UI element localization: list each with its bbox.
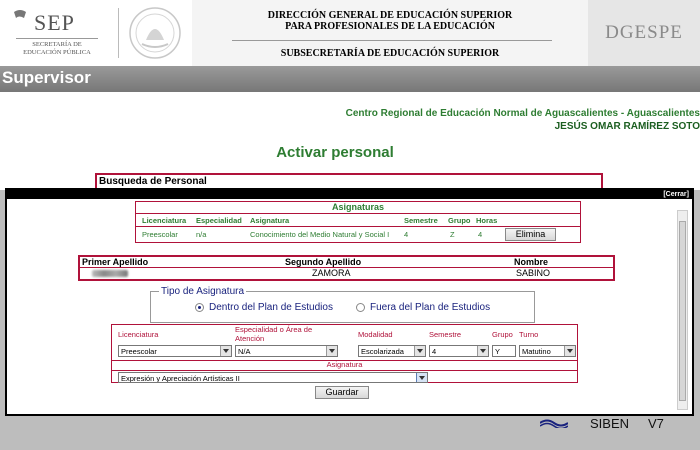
header-divider bbox=[118, 8, 119, 58]
subsecretaria: SUBSECRETARÍA DE EDUCACIÓN SUPERIOR bbox=[280, 48, 500, 59]
busqueda-personal-box: Busqueda de Personal bbox=[95, 173, 603, 190]
col-especialidad: Especialidad bbox=[196, 216, 242, 225]
radio-fuera-plan-label[interactable]: Fuera del Plan de Estudios bbox=[370, 302, 491, 313]
col-grupo: Grupo bbox=[448, 216, 471, 225]
redacted-primer-apellido bbox=[92, 270, 128, 277]
segundo-apellido-value: ZAMORA bbox=[312, 268, 351, 278]
role-bar: Supervisor bbox=[0, 66, 700, 92]
main-content bbox=[0, 92, 700, 190]
label-asignatura: Asignatura bbox=[326, 360, 363, 369]
asignaturas-table bbox=[135, 201, 581, 243]
label-turno: Turno bbox=[519, 330, 539, 339]
semestre-select[interactable]: 4 bbox=[429, 345, 489, 357]
scrollbar-thumb[interactable] bbox=[679, 221, 686, 401]
header-title-block bbox=[192, 0, 588, 66]
direccion-general: DIRECCIÓN GENERAL DE EDUCACIÓN SUPERIOR PARA PROFESIONALES DE LA EDUCACIÓN bbox=[267, 10, 513, 32]
col-horas: Horas bbox=[476, 216, 498, 225]
nombre-value: SABINO bbox=[516, 268, 551, 278]
asignatura-modal bbox=[5, 188, 694, 416]
cell-licenciatura: Preescolar bbox=[142, 230, 178, 239]
asignaturas-title: Asignaturas bbox=[136, 202, 580, 214]
chevron-down-icon bbox=[326, 346, 337, 356]
chevron-down-icon bbox=[414, 346, 425, 356]
asignatura-form bbox=[111, 324, 578, 383]
cell-grupo: Z bbox=[450, 230, 455, 239]
guardar-button[interactable]: Guardar bbox=[315, 386, 369, 399]
close-button[interactable]: [Cerrar] bbox=[663, 191, 689, 198]
radio-dentro-plan-label[interactable]: Dentro del Plan de Estudios bbox=[209, 302, 333, 313]
user-name: JESÚS OMAR RAMÍREZ SOTO bbox=[554, 121, 700, 132]
chevron-down-icon bbox=[416, 373, 427, 382]
turno-select[interactable]: Matutino bbox=[519, 345, 576, 357]
label-modalidad: Modalidad bbox=[358, 330, 393, 339]
especialidad-select[interactable]: N/A bbox=[235, 345, 338, 357]
modal-titlebar bbox=[7, 190, 692, 199]
label-especialidad: Especialidad o Área de Atención bbox=[235, 325, 313, 343]
chevron-down-icon bbox=[564, 346, 575, 356]
asignatura-select[interactable]: Expresión y Apreciación Artísticas II bbox=[118, 372, 428, 383]
tipo-asignatura-group bbox=[150, 286, 535, 323]
elimina-button[interactable]: Elimina bbox=[505, 228, 556, 241]
siben-footer bbox=[540, 414, 690, 432]
table-divider bbox=[136, 226, 580, 227]
mexico-emblem-icon bbox=[122, 4, 188, 62]
chevron-down-icon bbox=[220, 346, 231, 356]
col-primer-apellido: Primer Apellido bbox=[82, 257, 149, 267]
col-segundo-apellido: Segundo Apellido bbox=[285, 257, 362, 267]
page-header bbox=[0, 0, 700, 66]
header-separator bbox=[232, 40, 552, 41]
sep-logo-text: SEP bbox=[34, 10, 75, 35]
siben-brand: SIBEN bbox=[590, 416, 630, 431]
persona-table bbox=[78, 255, 615, 281]
label-semestre: Semestre bbox=[429, 330, 462, 339]
label-grupo: Grupo bbox=[492, 330, 513, 339]
siben-logo-icon bbox=[540, 418, 568, 428]
cell-especialidad: n/a bbox=[196, 230, 207, 239]
cell-horas-inline: 4 bbox=[404, 230, 409, 239]
modalidad-select[interactable]: Escolarizada bbox=[358, 345, 426, 357]
chevron-down-icon bbox=[477, 346, 488, 356]
page-title: Activar personal bbox=[276, 144, 394, 161]
grupo-input[interactable]: Y bbox=[492, 345, 516, 357]
cell-asignatura: Conocimiento del Medio Natural y Social I bbox=[250, 230, 390, 239]
form-divider bbox=[112, 370, 577, 371]
col-licenciatura: Licenciatura bbox=[142, 216, 187, 225]
col-semestre: Semestre bbox=[404, 216, 438, 225]
sep-subtitle: SECRETARÍA DE EDUCACIÓN PÚBLICA bbox=[16, 38, 98, 57]
modal-scrollbar[interactable] bbox=[677, 210, 688, 410]
siben-version: V7 bbox=[648, 416, 664, 431]
radio-dentro-plan[interactable] bbox=[195, 303, 204, 312]
dgespe-logo: DGESPE bbox=[588, 0, 700, 66]
centro-name: Centro Regional de Educación Normal de Aguascalientes - Aguascalientes bbox=[345, 108, 700, 119]
col-asignatura: Asignatura bbox=[250, 216, 290, 225]
col-nombre: Nombre bbox=[514, 257, 549, 267]
radio-fuera-plan[interactable] bbox=[356, 303, 365, 312]
cell-horas: 4 bbox=[478, 230, 483, 239]
tipo-asignatura-legend: Tipo de Asignatura bbox=[161, 286, 245, 297]
licenciatura-select[interactable]: Preescolar bbox=[118, 345, 232, 357]
label-licenciatura: Licenciatura bbox=[118, 330, 159, 339]
